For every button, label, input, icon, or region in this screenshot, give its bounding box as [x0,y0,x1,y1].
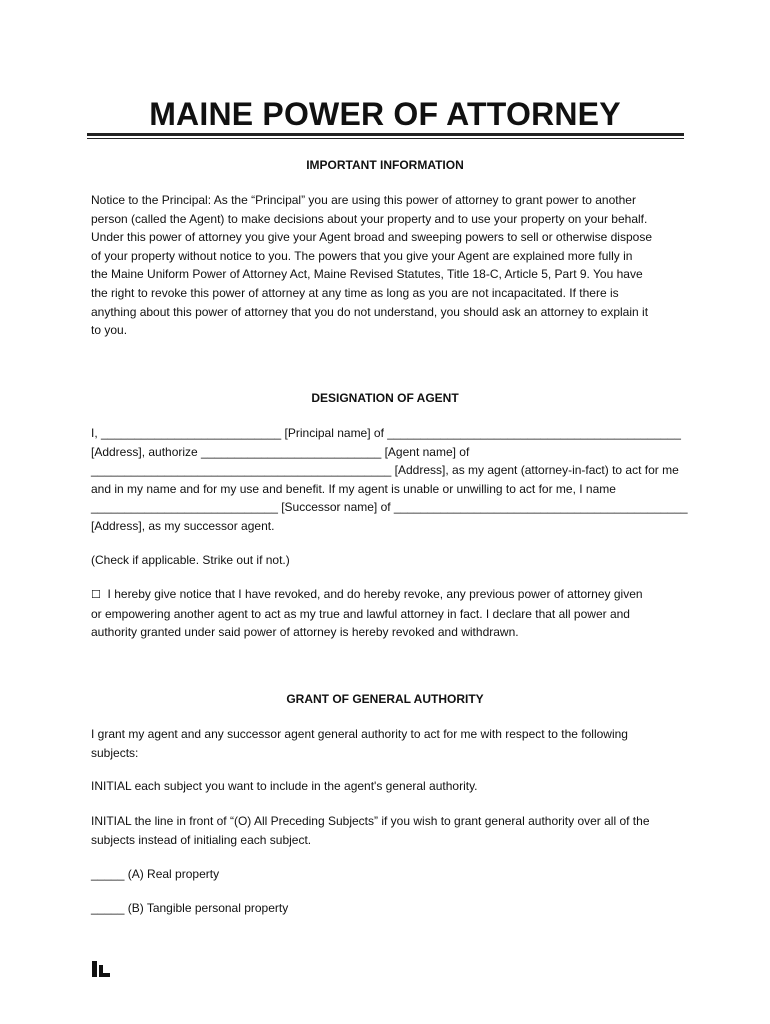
notice-line: Notice to the Principal: As the “Principal” you are using this power of attorney to grant power to another [91,193,636,207]
important-notice [91,191,683,340]
revocation-line: or empowering another agent to act as my true and lawful attorney in fact. I declare that all power and [91,606,630,621]
grant-heading: GRANT OF GENERAL AUTHORITY [286,692,484,706]
designation-paragraph [91,424,688,536]
check-note: (Check if applicable. Strike out if not.) [91,553,290,567]
revocation-line-text: I hereby give notice that I have revoked, and do hereby revoke, any previous power of attorney given [107,587,643,601]
title-rule-thick [87,133,684,136]
initial-all-line: INITIAL the line in front of “(O) All Preceding Subjects” if you wish to grant general authority over all of the [91,814,650,828]
designation-heading: DESIGNATION OF AGENT [311,391,459,405]
designation-line: and in my name and for my use and benefit. If my agent is unable or unwilling to act for me, I name [91,481,616,496]
revocation-checkbox[interactable]: ☐ [91,588,101,601]
designation-line: [Address], as my successor agent. [91,518,275,533]
page-title: MAINE POWER OF ATTORNEY [149,96,621,132]
document-logo-icon [92,961,110,977]
title-rule-thin [87,138,684,139]
initial-all-note [91,812,683,849]
revocation-line [91,585,683,605]
notice-line: person (called the Agent) to make decisions about your property and to use your property on your behalf. [91,211,648,226]
initial-note: INITIAL each subject you want to include in the agent's general authority. [91,779,478,793]
notice-line: the Maine Uniform Power of Attorney Act, Maine Revised Statutes, Title 18-C, Article 5, Part 9. You have [91,267,643,282]
notice-line: the right to revoke this power of attorney at any time as long as you are not incapacitated. If there is [91,285,619,300]
notice-line: anything about this power of attorney that you do not understand, you should ask an attorney to explain it [91,304,649,319]
designation-line: _____________________________________________ [Address], as my agent (attorney-in-fact) to act for me [91,463,679,478]
revocation-paragraph [91,585,683,642]
grant-intro [91,725,683,762]
subject-item-tangible-property: _____ (B) Tangible personal property [91,901,289,915]
grant-intro-line: I grant my agent and any successor agent general authority to act for me with respect to the following [91,727,628,741]
notice-line: Under this power of attorney you give your Agent broad and sweeping powers to sell or otherwise dispose [91,230,652,245]
designation-line: ____________________________ [Successor name] of ____________________________________________ [91,500,688,515]
revocation-line: authority granted under said power of attorney is hereby revoked and withdrawn. [91,625,519,640]
designation-line: [Address], authorize ___________________________ [Agent name] of [91,444,470,459]
grant-intro-line: subjects: [91,745,139,760]
notice-line: to you. [91,323,128,338]
initial-all-line: subjects instead of initialing each subject. [91,832,312,847]
subject-item-real-property: _____ (A) Real property [91,867,220,881]
important-heading: IMPORTANT INFORMATION [306,158,464,172]
designation-line: I, ___________________________ [Principal name] of ____________________________________________ [91,426,681,440]
notice-line: of your property without notice to you. The powers that you give your Agent are explained more fully in [91,248,633,263]
